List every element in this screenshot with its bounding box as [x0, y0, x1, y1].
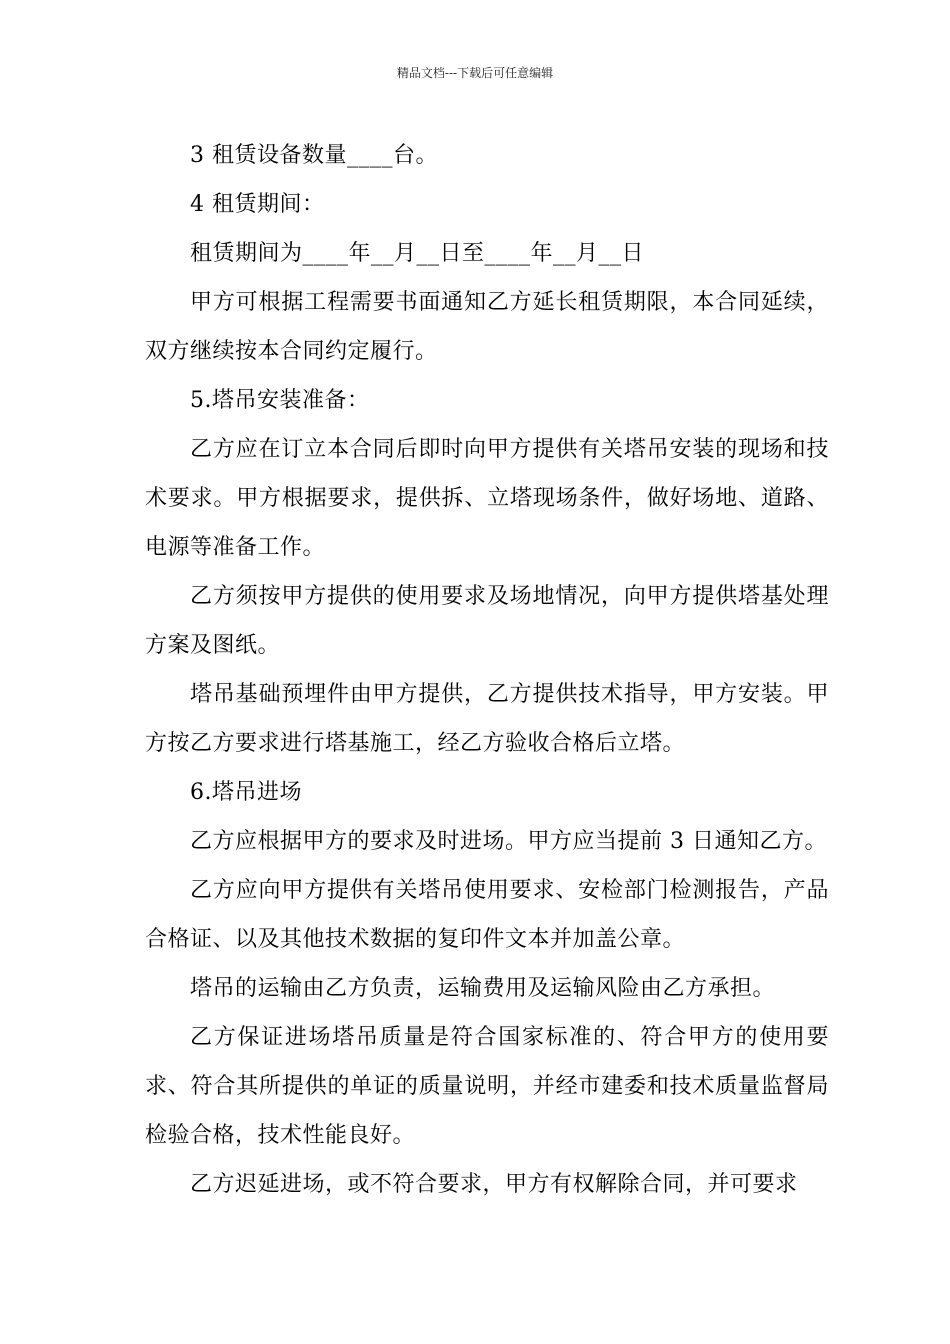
paragraph: 甲方可根据工程需要书面通知乙方延长租赁期限，本合同延续，双方继续按本合同约定履行。	[145, 290, 829, 364]
document-body	[145, 131, 829, 1209]
section-heading: 4 租赁期间：	[190, 192, 325, 217]
paragraph: 塔吊基础预埋件由甲方提供，乙方提供技术指导，甲方安装。甲方按乙方要求进行塔基施工，经乙方验收合格后立塔。	[145, 682, 829, 756]
paragraph: 租赁期间为____年__月__日至____年__月__日	[190, 241, 645, 266]
paragraph: 乙方须按甲方提供的使用要求及场地情况，向甲方提供塔基处理方案及图纸。	[145, 584, 829, 658]
paragraph: 乙方应根据甲方的要求及时进场。甲方应当提前 3 日通知乙方。	[190, 829, 827, 854]
paragraph: 乙方迟延进场，或不符合要求，甲方有权解除合同，并可要求	[190, 1172, 798, 1197]
page-header: 精品文档---下载后可任意编辑	[396, 66, 554, 80]
paragraph: 乙方保证进场塔吊质量是符合国家标准的、符合甲方的使用要求、符合其所提供的单证的质量说明，并经市建委和技术质量监督局检验合格，技术性能良好。	[145, 1025, 829, 1148]
paragraph: 乙方应向甲方提供有关塔吊使用要求、安检部门检测报告，产品合格证、以及其他技术数据的复印件文本并加盖公章。	[145, 878, 829, 952]
paragraph: 3 租赁设备数量____台。	[190, 143, 438, 168]
section-heading: 6.塔吊进场	[190, 780, 302, 805]
section-heading: 5.塔吊安装准备：	[190, 388, 370, 413]
paragraph: 塔吊的运输由乙方负责，运输费用及运输风险由乙方承担。	[190, 976, 776, 1001]
paragraph: 乙方应在订立本合同后即时向甲方提供有关塔吊安装的现场和技术要求。甲方根据要求，提供拆、立塔现场条件，做好场地、道路、电源等准备工作。	[145, 437, 829, 560]
